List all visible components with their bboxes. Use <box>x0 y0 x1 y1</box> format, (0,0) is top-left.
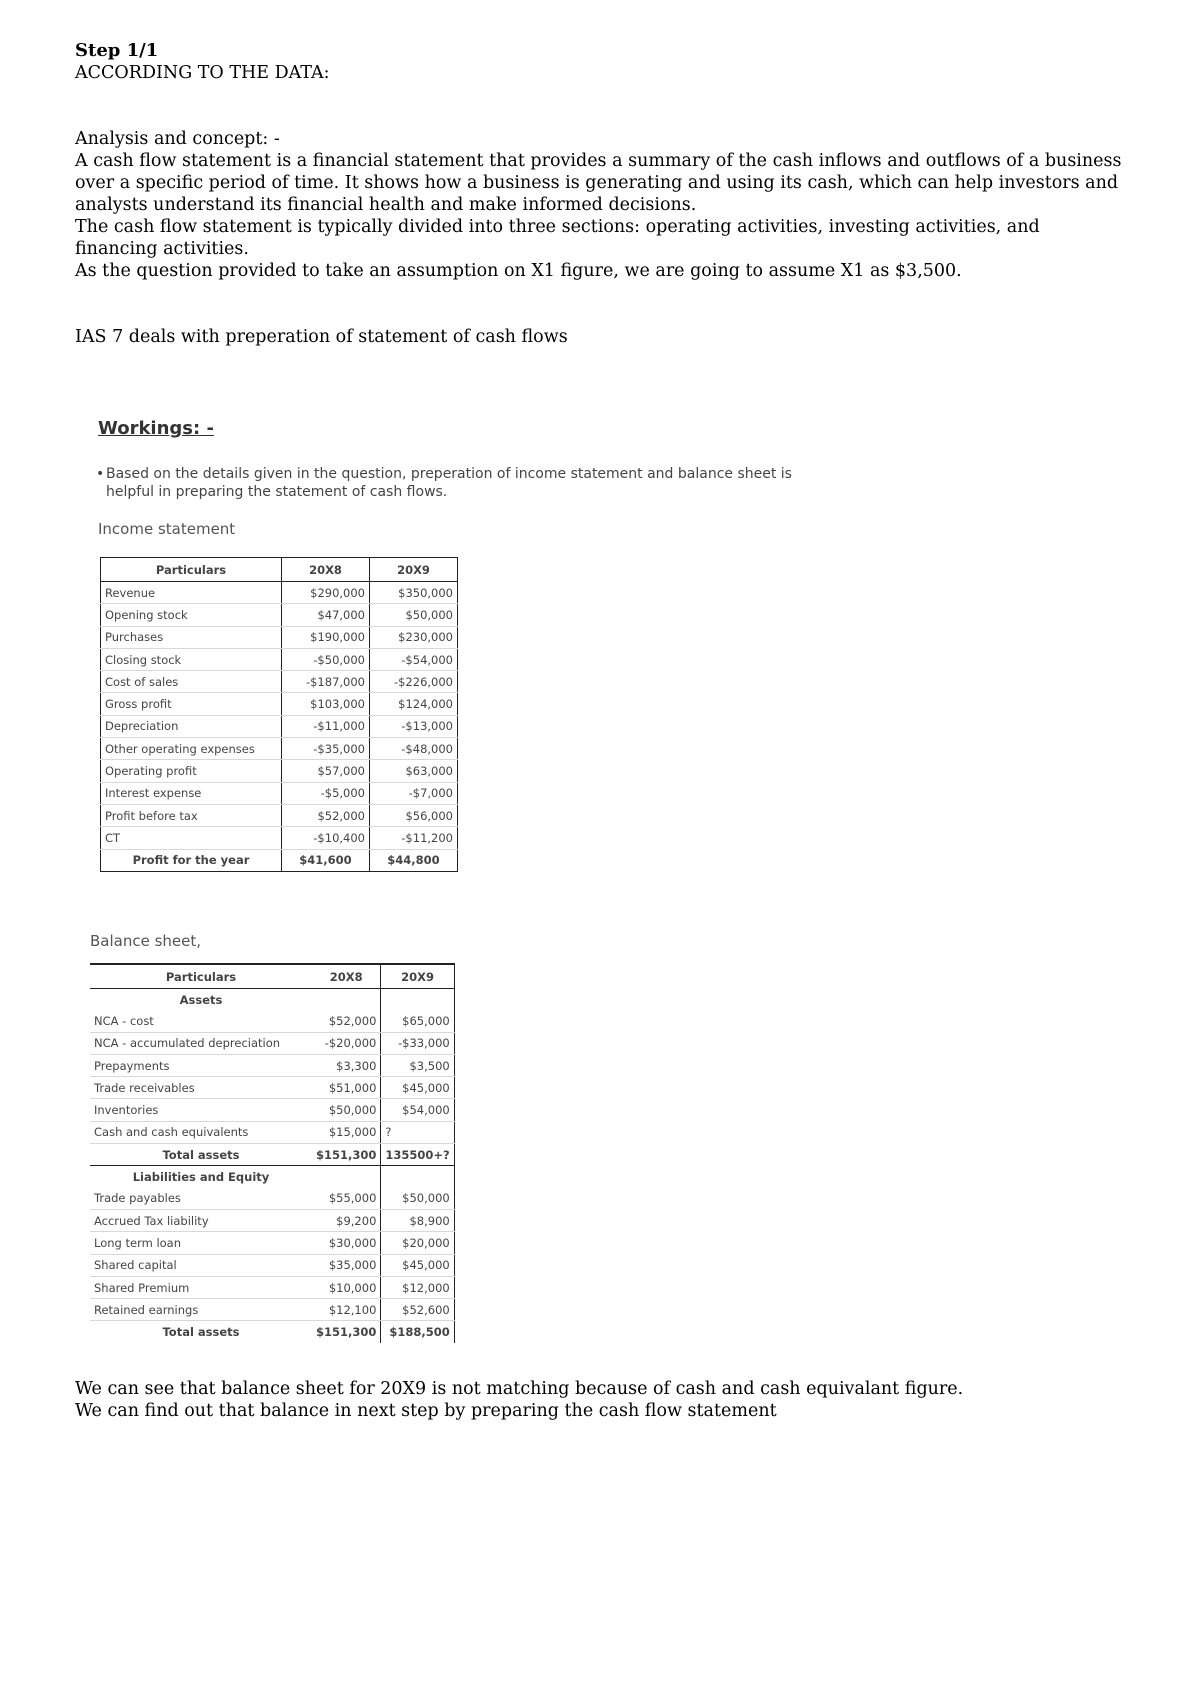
value-20x9: -$33,000 <box>381 1032 454 1054</box>
total-label: Total assets <box>90 1321 312 1343</box>
table-row <box>90 1299 454 1321</box>
value-20x8: $35,000 <box>312 1254 381 1276</box>
section-label: Assets <box>179 992 223 1007</box>
value-20x8: $9,200 <box>312 1209 381 1231</box>
table-row <box>101 693 458 715</box>
section-row <box>90 1166 454 1188</box>
table-row <box>101 804 458 826</box>
value-20x9: $54,000 <box>381 1099 454 1121</box>
income-statement-table <box>100 557 458 872</box>
row-label: Gross profit <box>101 693 282 715</box>
table-row <box>101 715 458 737</box>
total-row <box>90 1321 454 1343</box>
row-label: Other operating expenses <box>101 738 282 760</box>
row-label: Trade receivables <box>90 1077 312 1099</box>
row-label: Shared capital <box>90 1254 312 1276</box>
value-20x8: $52,000 <box>312 1010 381 1032</box>
table-row <box>90 1054 454 1076</box>
table-row <box>101 738 458 760</box>
income-statement-label: Income statement <box>98 520 236 538</box>
value-20x9: -$54,000 <box>370 648 458 670</box>
paragraph-assumption: As the question provided to take an assumption on X1 figure, we are going to assume X1 as $3,500. <box>75 261 962 281</box>
table-row <box>90 1099 454 1121</box>
value-20x9: $50,000 <box>370 604 458 626</box>
workings-bullet <box>96 465 806 501</box>
value-20x9: $350,000 <box>370 582 458 604</box>
column-header: Particulars <box>101 558 282 582</box>
table-row <box>90 1077 454 1099</box>
value-20x8: -$35,000 <box>282 738 370 760</box>
value-20x9: $56,000 <box>370 804 458 826</box>
value-20x9: ? <box>381 1121 454 1143</box>
bullet-icon: • <box>96 466 105 482</box>
column-header: 20X8 <box>282 558 370 582</box>
total-label: Total assets <box>90 1144 312 1166</box>
value-20x9: $50,000 <box>381 1188 454 1210</box>
table-row <box>101 648 458 670</box>
ias-line: IAS 7 deals with preperation of statement of cash flows <box>75 327 568 347</box>
total-20x9: $188,500 <box>381 1321 454 1343</box>
table-row <box>90 1188 454 1210</box>
row-label: Inventories <box>90 1099 312 1121</box>
table-row <box>101 582 458 604</box>
value-20x8: $52,000 <box>282 804 370 826</box>
section-label: Liabilities and Equity <box>132 1170 270 1185</box>
value-20x8: $57,000 <box>282 760 370 782</box>
value-20x8: $12,100 <box>312 1299 381 1321</box>
total-20x8: $151,300 <box>312 1144 381 1166</box>
value-20x8: $47,000 <box>282 604 370 626</box>
conclusion-line-1: We can see that balance sheet for 20X9 is not matching because of cash and cash equivalant figure. <box>75 1379 964 1399</box>
row-label: Operating profit <box>101 760 282 782</box>
total-20x8: $151,300 <box>312 1321 381 1343</box>
solution-text <box>75 40 1125 348</box>
value-20x9: -$13,000 <box>370 715 458 737</box>
row-label: Cost of sales <box>101 671 282 693</box>
paragraph-definition: A cash flow statement is a financial statement that provides a summary of the cash inflows and outflows of a business over a specific period of time. It shows how a business is generating and using its cash, which can help investors and analysts understand its financial health and make informed decisions. <box>75 151 1122 215</box>
value-20x9: $124,000 <box>370 693 458 715</box>
value-20x9: $3,500 <box>381 1054 454 1076</box>
step-label: Step 1/1 <box>75 40 159 61</box>
value-20x8: $50,000 <box>312 1099 381 1121</box>
row-label: Accrued Tax liability <box>90 1209 312 1231</box>
bullet-text: Based on the details given in the question, preperation of income statement and balance sheet is helpful in preparing the statement of cash flows. <box>106 466 792 500</box>
table-row <box>90 1232 454 1254</box>
value-20x9: -$7,000 <box>370 782 458 804</box>
row-label: CT <box>101 827 282 849</box>
workings-title: Workings: - <box>98 418 214 439</box>
balance-sheet-table <box>90 963 455 1343</box>
value-20x8: $3,300 <box>312 1054 381 1076</box>
table-row <box>101 760 458 782</box>
total-20x8: $41,600 <box>282 849 370 871</box>
row-label: Cash and cash equivalents <box>90 1121 312 1143</box>
value-20x9: $45,000 <box>381 1254 454 1276</box>
value-20x9: -$11,200 <box>370 827 458 849</box>
table-row <box>101 671 458 693</box>
value-20x9: $65,000 <box>381 1010 454 1032</box>
table-row <box>101 782 458 804</box>
row-label: Profit before tax <box>101 804 282 826</box>
row-label: Trade payables <box>90 1188 312 1210</box>
value-20x8: $10,000 <box>312 1276 381 1298</box>
section-row <box>90 989 454 1011</box>
value-20x8: $290,000 <box>282 582 370 604</box>
value-20x9: -$48,000 <box>370 738 458 760</box>
table-row <box>101 604 458 626</box>
table-row <box>90 1010 454 1032</box>
value-20x9: $230,000 <box>370 626 458 648</box>
analysis-heading: Analysis and concept: - <box>75 129 280 149</box>
row-label: Closing stock <box>101 648 282 670</box>
value-20x8: $51,000 <box>312 1077 381 1099</box>
column-header: 20X9 <box>370 558 458 582</box>
row-label: Opening stock <box>101 604 282 626</box>
value-20x8: -$5,000 <box>282 782 370 804</box>
value-20x8: -$50,000 <box>282 648 370 670</box>
value-20x9: $20,000 <box>381 1232 454 1254</box>
table-row <box>90 1209 454 1231</box>
row-label: Retained earnings <box>90 1299 312 1321</box>
value-20x8: -$11,000 <box>282 715 370 737</box>
row-label: NCA - cost <box>90 1010 312 1032</box>
table-row <box>90 1254 454 1276</box>
value-20x9: -$226,000 <box>370 671 458 693</box>
value-20x8: $30,000 <box>312 1232 381 1254</box>
value-20x8: -$20,000 <box>312 1032 381 1054</box>
row-label: Revenue <box>101 582 282 604</box>
intro-line: ACCORDING TO THE DATA: <box>75 63 330 83</box>
column-header: Particulars <box>90 964 312 989</box>
row-label: Purchases <box>101 626 282 648</box>
table-row <box>90 1276 454 1298</box>
row-label: NCA - accumulated depreciation <box>90 1032 312 1054</box>
row-label: Long term loan <box>90 1232 312 1254</box>
total-20x9: 135500+? <box>381 1144 454 1166</box>
total-row <box>101 849 458 871</box>
column-header: 20X8 <box>312 964 381 989</box>
table-row <box>101 827 458 849</box>
total-row <box>90 1144 454 1166</box>
total-label: Profit for the year <box>101 849 282 871</box>
column-header: 20X9 <box>381 964 454 989</box>
balance-sheet-label: Balance sheet, <box>90 932 202 950</box>
table-row <box>90 1032 454 1054</box>
table-row <box>101 626 458 648</box>
conclusion-text <box>75 1378 1125 1422</box>
value-20x8: $190,000 <box>282 626 370 648</box>
value-20x8: -$187,000 <box>282 671 370 693</box>
value-20x8: $55,000 <box>312 1188 381 1210</box>
value-20x9: $8,900 <box>381 1209 454 1231</box>
conclusion-line-2: We can find out that balance in next step by preparing the cash flow statement <box>75 1401 777 1421</box>
row-label: Shared Premium <box>90 1276 312 1298</box>
value-20x8: $103,000 <box>282 693 370 715</box>
row-label: Interest expense <box>101 782 282 804</box>
row-label: Depreciation <box>101 715 282 737</box>
value-20x9: $12,000 <box>381 1276 454 1298</box>
row-label: Prepayments <box>90 1054 312 1076</box>
value-20x9: $63,000 <box>370 760 458 782</box>
total-20x9: $44,800 <box>370 849 458 871</box>
value-20x8: -$10,400 <box>282 827 370 849</box>
value-20x8: $15,000 <box>312 1121 381 1143</box>
paragraph-sections: The cash flow statement is typically divided into three sections: operating activities, investing activities, and financing activities. <box>75 217 1040 259</box>
value-20x9: $45,000 <box>381 1077 454 1099</box>
table-row <box>90 1121 454 1143</box>
value-20x9: $52,600 <box>381 1299 454 1321</box>
